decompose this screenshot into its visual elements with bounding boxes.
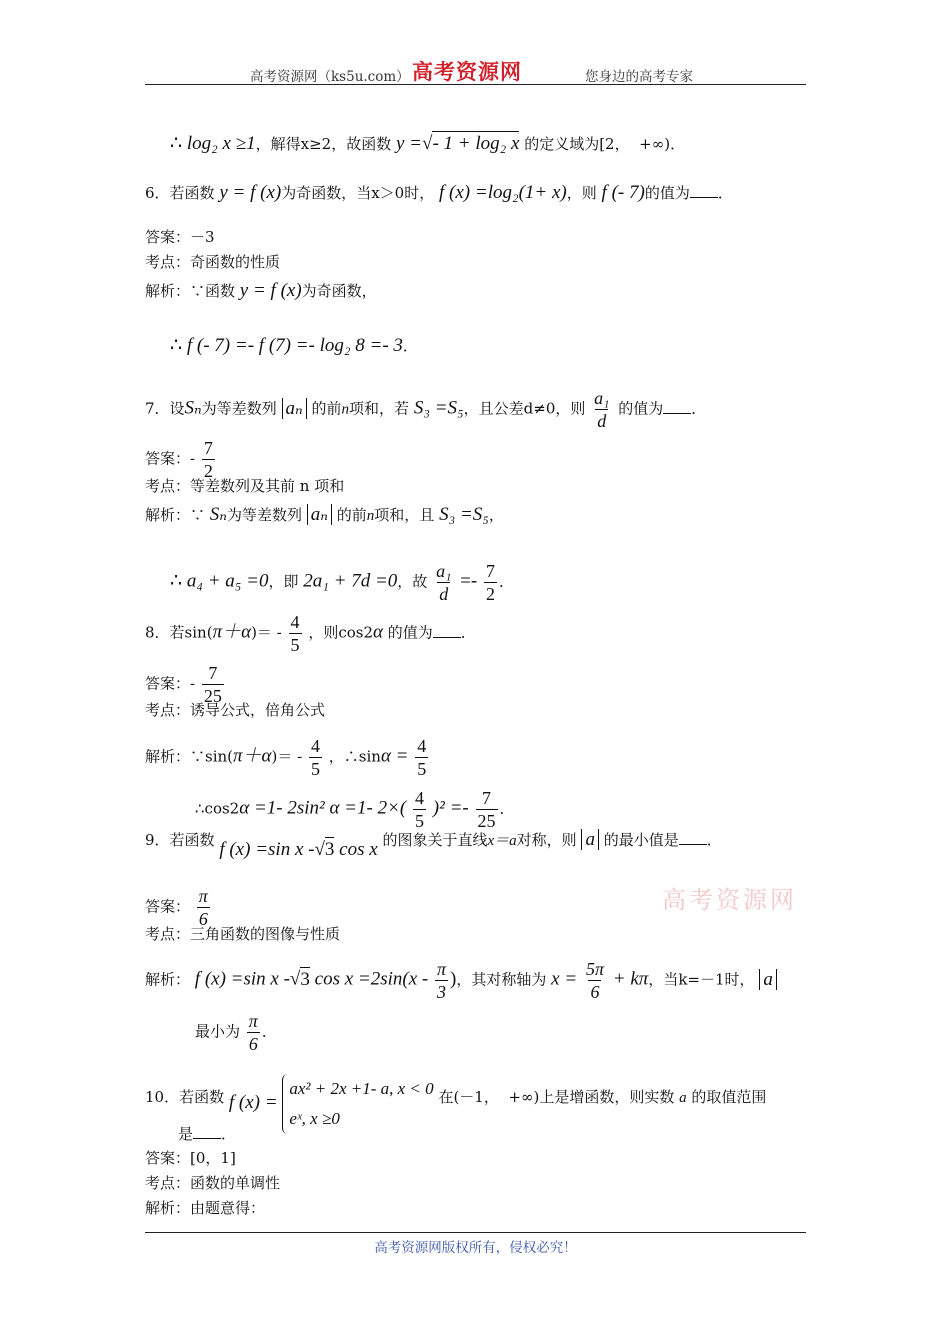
question-10-cont: 是 ． bbox=[178, 1125, 237, 1143]
page-footer bbox=[145, 1232, 806, 1256]
answer-10: 答案：[0，1] bbox=[145, 1149, 236, 1167]
solution-8: 解析：∵sin(π＋α)＝ - $\frac{4}{5}$ ，∴sinα = $\frac{4}{5}$ bbox=[145, 736, 427, 779]
solution-7-step: ∴ a₄ + a₅ =0，即 2a₁ + 7d =0，故 $\frac{\text{a₁}}{d}$ =- $\frac{7}{2}$ ． bbox=[170, 561, 514, 604]
solution-9: 解析： f (x) =sin x -√3 cos x =2sin(x - $\frac{\pi}{3}$ )，其对称轴为 x = $\frac{5\pi}{6}$ + kπ，当k=－1时， a bbox=[145, 958, 777, 1003]
answer-blank bbox=[679, 830, 707, 845]
question-10: 10．若函数 f (x) = ax² + 2x +1- a, x < 0 eˣ, x ≥0 在(－1， +∞)上是增函数，则实数 a 的取值范围 bbox=[145, 1068, 766, 1128]
topic-8: 考点：诱导公式，倍角公式 bbox=[145, 701, 326, 719]
solution-7: 解析：∵ Sₙ为等差数列 aₙ 的前n项和，且 S₃ =S₅， bbox=[145, 504, 504, 525]
question-7: 7．设Sₙ为等差数列 aₙ 的前n项和，若 S₃ =S₅，且公差d≠0，则 $\frac{\text{a₁}}{d}$ 的值为 ． bbox=[145, 388, 707, 431]
answer-6: 答案：－3 bbox=[145, 228, 215, 246]
topic-10: 考点：函数的单调性 bbox=[145, 1174, 281, 1192]
solution-9-step: 最小为 $\frac{\pi}{6}$ ． bbox=[195, 1011, 277, 1054]
answer-8: 答案：- $\frac{7}{25}$ bbox=[145, 663, 222, 706]
answer-blank bbox=[663, 399, 691, 414]
topic-6: 考点：奇函数的性质 bbox=[145, 253, 281, 271]
domain-conclusion-line: ∴ log₂ x ≥1，解得x≥2，故函数 y =√- 1 + log₂ x 的定义域为[2， +∞)． bbox=[170, 132, 686, 154]
question-9: 9．若函数 f (x) =sin x -√3 cos x 的图象关于直线x＝a对称，则 a 的最小值是 ． bbox=[145, 829, 722, 860]
topic-7: 考点：等差数列及其前 n 项和 bbox=[145, 477, 345, 495]
solution-6-step: ∴ f (- 7) =- f (7) =- log₂ 8 =- 3． bbox=[170, 334, 418, 356]
page-header bbox=[145, 59, 806, 85]
header-site-name: 高考资源网（ks5u.com） bbox=[250, 69, 410, 85]
solution-8-step: ∴cos2α =1- 2sin² α =1- 2×( $\frac{4}{5}$ )² =- $\frac{7}{25}$ ． bbox=[195, 788, 515, 831]
topic-9: 考点：三角函数的图像与性质 bbox=[145, 925, 341, 943]
question-8: 8．若sin(π＋α)＝ - $\frac{4}{5}$ ，则cos2α 的值为 ． bbox=[145, 612, 476, 655]
answer-blank bbox=[193, 1124, 221, 1139]
question-6: 6．若函数 y = f (x)为奇函数，当x＞0时， f (x) =log₂(1+ x)，则 f (- 7)的值为 ． bbox=[145, 182, 733, 203]
piecewise-function: ax² + 2x +1- a, x < 0 eˣ, x ≥0 bbox=[282, 1074, 433, 1134]
header-slogan: 您身边的高考专家 bbox=[585, 69, 693, 85]
answer-7: 答案：- $\frac{7}{2}$ bbox=[145, 438, 213, 481]
watermark: 高考资源网 bbox=[662, 886, 797, 914]
footer-copyright: 高考资源网版权所有，侵权必究！ bbox=[374, 1240, 577, 1256]
answer-blank bbox=[433, 623, 461, 638]
header-logo: 高考资源网 bbox=[412, 59, 522, 84]
answer-9: 答案： $\frac{\pi}{6}$ bbox=[145, 886, 208, 929]
solution-6: 解析：∵函数 y = f (x)为奇函数， bbox=[145, 280, 377, 301]
answer-blank bbox=[690, 183, 718, 198]
solution-10: 解析：由题意得： bbox=[145, 1199, 266, 1217]
